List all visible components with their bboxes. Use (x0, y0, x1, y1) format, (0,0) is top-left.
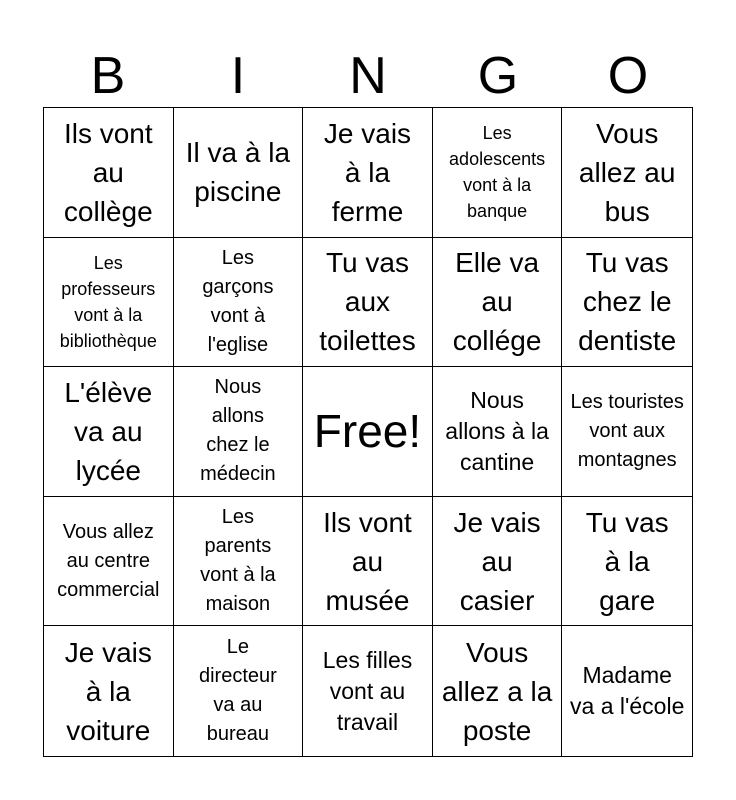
bingo-cell-b5[interactable] (44, 626, 174, 756)
cell-text: Les professeurs vont à la bibliothèque (59, 252, 157, 351)
bingo-cell-b1[interactable] (44, 108, 174, 238)
header-letter-o: O (607, 47, 649, 105)
bingo-cell-i4[interactable] (174, 497, 304, 627)
cell-text: Vous allez au centre commercial (57, 520, 160, 601)
bingo-cell-i2[interactable] (174, 238, 304, 368)
cell-text: Je vais à la voiture (64, 636, 152, 746)
cell-text: Tu vas à la gare (585, 506, 669, 616)
bingo-cell-i1[interactable] (174, 108, 304, 238)
bingo-cell-n1[interactable] (303, 108, 433, 238)
cell-text: Nous allons à la cantine (445, 386, 549, 475)
cell-text: Madame va a l'école (570, 662, 685, 720)
bingo-cell-n5[interactable] (303, 626, 433, 756)
bingo-board (43, 107, 693, 757)
bingo-cell-n3[interactable] (303, 367, 433, 497)
bingo-cell-o1[interactable] (562, 108, 692, 238)
bingo-cell-n4[interactable] (303, 497, 433, 627)
header-letter-i: I (230, 47, 246, 105)
header-letter-b: B (90, 47, 126, 105)
header-letter-n: N (349, 47, 387, 105)
cell-text: Vous allez au bus (578, 117, 676, 227)
cell-text: L'élève va au lycée (64, 376, 153, 486)
cell-text: Les touristes vont aux montagnes (570, 390, 684, 471)
cell-text: Vous allez a la poste (441, 636, 553, 746)
cell-text: Tu vas aux toilettes (319, 247, 416, 357)
cell-text: Les parents vont à la maison (200, 506, 276, 616)
bingo-cell-o5[interactable] (562, 626, 692, 756)
cell-text: Il va à la piscine (185, 137, 291, 208)
bingo-cell-n2[interactable] (303, 238, 433, 368)
bingo-cell-o4[interactable] (562, 497, 692, 627)
cell-text: Ils vont au musée (323, 506, 412, 616)
bingo-cell-b2[interactable] (44, 238, 174, 368)
cell-text: Le directeur va au bureau (198, 636, 277, 746)
bingo-cell-b4[interactable] (44, 497, 174, 627)
bingo-cell-b3[interactable] (44, 367, 174, 497)
bingo-cell-g3[interactable] (433, 367, 563, 497)
cell-text: Elle va au collége (452, 247, 542, 357)
cell-text: Les adolescents vont à la banque (449, 123, 546, 222)
header-letter-g: G (477, 47, 519, 105)
bingo-cell-o2[interactable] (562, 238, 692, 368)
bingo-cell-g1[interactable] (433, 108, 563, 238)
free-space: Free! (313, 405, 422, 458)
bingo-cell-i5[interactable] (174, 626, 304, 756)
cell-text: Je vais à la ferme (323, 117, 412, 227)
bingo-cell-o3[interactable] (562, 367, 692, 497)
cell-text: Ils vont au collège (63, 117, 153, 227)
bingo-cell-g4[interactable] (433, 497, 563, 627)
bingo-cell-g2[interactable] (433, 238, 563, 368)
bingo-cell-g5[interactable] (433, 626, 563, 756)
bingo-cell-i3[interactable] (174, 367, 304, 497)
cell-text: Je vais au casier (453, 506, 541, 616)
cell-text: Tu vas chez le dentiste (578, 247, 677, 357)
cell-text: Les garçons vont à l'eglise (202, 246, 274, 356)
bingo-header (43, 44, 693, 108)
cell-text: Nous allons chez le médecin (200, 376, 276, 486)
cell-text: Les filles vont au travail (322, 646, 413, 735)
